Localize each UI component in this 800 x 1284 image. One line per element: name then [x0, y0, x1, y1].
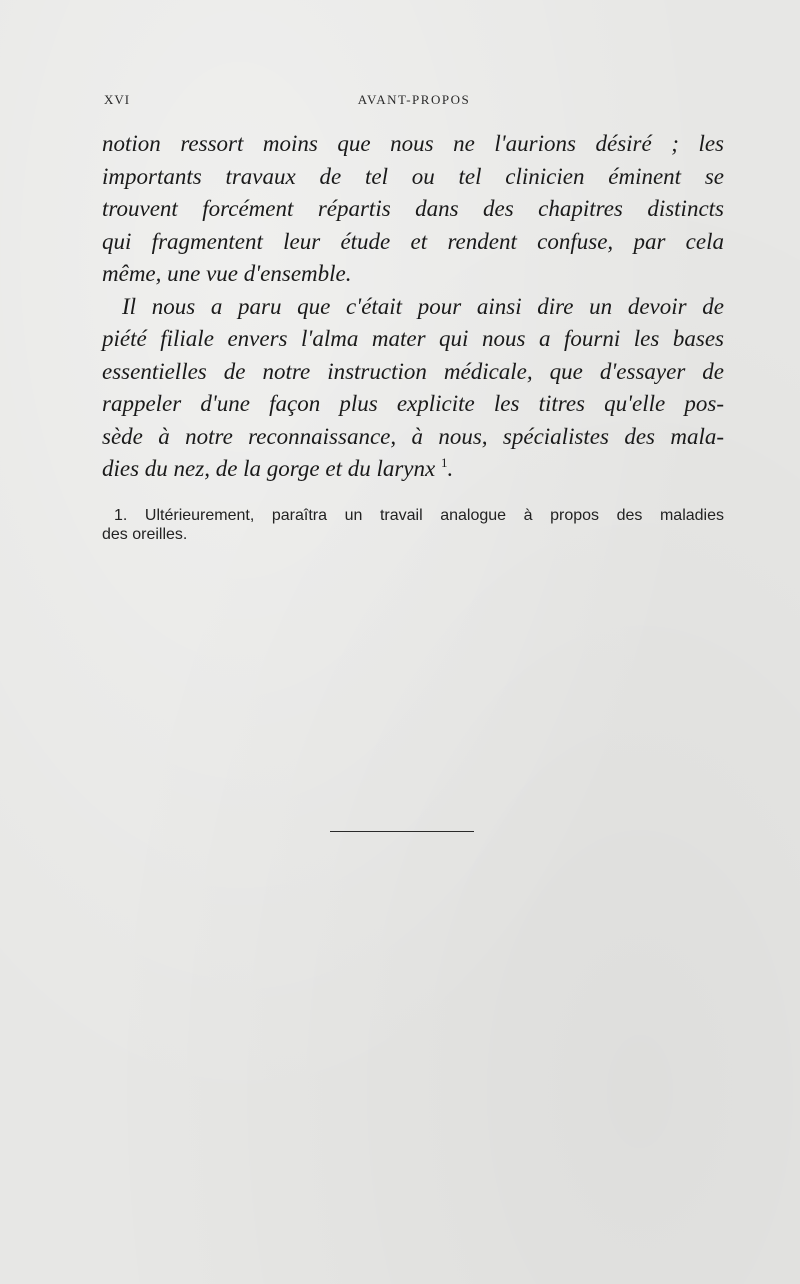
- body-text: [102, 128, 724, 486]
- page-number: XVI: [104, 92, 131, 107]
- text-line: Il nous a paru que c'était pour ainsi dire un devoir de: [122, 293, 724, 319]
- text-line: trouvent forcément répartis dans des chapitres distincts: [102, 196, 724, 221]
- footnote-line: des oreilles.: [102, 526, 188, 543]
- running-head: [104, 92, 724, 112]
- running-title: AVANT-PROPOS: [357, 92, 471, 107]
- text-line: sède à notre reconnaissance, à nous, spécialistes des mala-: [102, 423, 724, 449]
- footnote-ref: 1: [440, 455, 448, 470]
- text-line-final: [102, 453, 724, 486]
- final-punct: .: [447, 456, 454, 481]
- footnote-line: 1. Ultérieurement, paraîtra un travail analogue à propos des maladies: [114, 507, 724, 524]
- text-line: notion ressort moins que nous ne l'aurions désiré ; les: [102, 131, 724, 156]
- footnote: [102, 506, 724, 544]
- text-line: essentielles de notre instruction médicale, que d'essayer de: [102, 358, 724, 384]
- text-line: piété filiale envers l'alma mater qui nous a fourni les bases: [102, 326, 724, 351]
- final-line-text: dies du nez, de la gorge et du larynx: [102, 456, 436, 481]
- text-line: même, une vue d'ensemble.: [102, 261, 352, 286]
- text-line: importants travaux de tel ou tel clinicien éminent se: [102, 163, 724, 189]
- text-line: qui fragmentent leur étude et rendent confuse, par cela: [102, 228, 724, 254]
- text-line: rappeler d'une façon plus explicite les titres qu'elle pos-: [102, 391, 724, 416]
- section-end-rule: [330, 831, 474, 832]
